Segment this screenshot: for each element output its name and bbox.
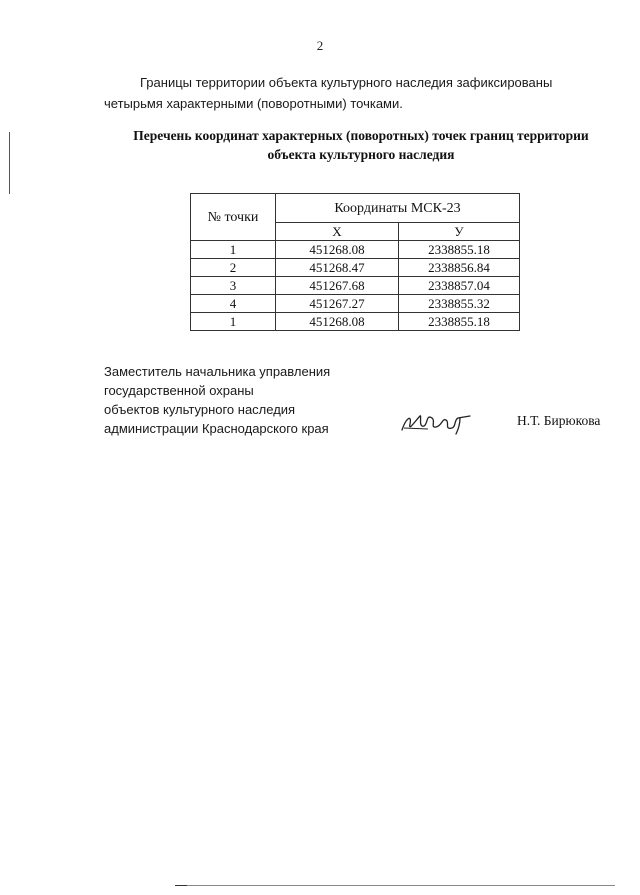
table-row [191,277,520,295]
header-point-number: № точки [191,194,276,241]
heading-line-1: Перечень координат характерных (поворотных) точек границ территории [133,128,589,143]
signer-position-line-3: объектов культурного наследия [104,402,296,417]
table-header-row [191,194,520,223]
signer-name: Н.Т. Бирюкова [517,413,601,428]
footer-rule [175,885,615,886]
header-x: Х [276,223,399,241]
cell-y: 2338857.04 [399,277,520,295]
handwritten-signature [398,408,476,438]
table-row [191,295,520,313]
cell-point: 3 [191,277,276,295]
table-row [191,241,520,259]
page-number: 2 [316,38,324,53]
heading-line-2: объекта культурного наследия [267,147,455,162]
table-heading [96,126,626,164]
signer-position-line-2: государственной охраны [104,383,254,398]
cell-x: 451268.08 [276,313,399,331]
header-coordinates: Координаты МСК-23 [276,194,520,223]
table-row [191,313,520,331]
cell-point: 1 [191,313,276,331]
cell-point: 1 [191,241,276,259]
footer-dash [175,885,187,886]
cell-point: 2 [191,259,276,277]
header-y: У [399,223,520,241]
cell-y: 2338855.18 [399,241,520,259]
cell-y: 2338855.32 [399,295,520,313]
margin-mark [9,132,10,194]
cell-point: 4 [191,295,276,313]
table-row [191,259,520,277]
cell-x: 451267.68 [276,277,399,295]
signer-position [104,362,364,438]
signer-position-line-1: Заместитель начальника управления [104,364,331,379]
cell-x: 451268.47 [276,259,399,277]
cell-x: 451268.08 [276,241,399,259]
cell-y: 2338855.18 [399,313,520,331]
intro-paragraph: Границы территории объекта культурного наследия зафиксированы четырьмя характерными (поворотными) точками. [104,75,553,111]
cell-x: 451267.27 [276,295,399,313]
coordinates-table [190,193,520,331]
signer-position-line-4: администрации Краснодарского края [104,421,329,436]
cell-y: 2338856.84 [399,259,520,277]
